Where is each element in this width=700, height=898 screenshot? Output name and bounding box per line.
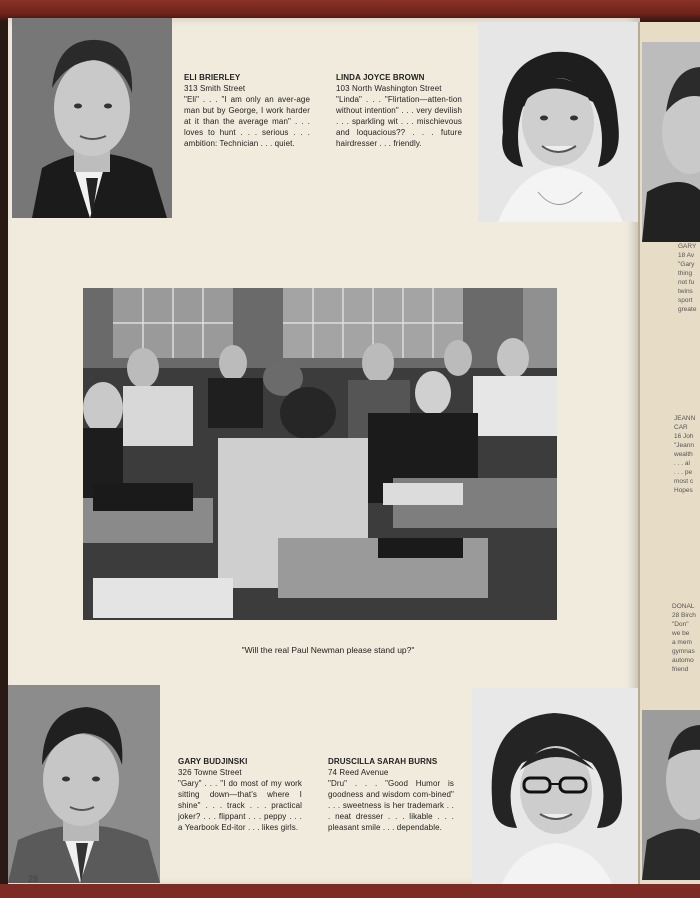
- partial-bio-3: [672, 602, 696, 674]
- student-name: GARY BUDJINSKI: [178, 757, 248, 766]
- fragment-line: most c: [674, 478, 694, 485]
- student-name: ELI BRIERLEY: [184, 73, 241, 82]
- student-bio: "Gary" . . . "I do most of my work sitting down—that's where I shine" . . . track . . . practical joker? . . . flippant . . . peppy . . . a Yearbook Ed-itor . . . likes girls.: [178, 779, 302, 832]
- fragment-line: 16 Joh: [674, 433, 694, 440]
- portrait-eli-brierley: [12, 18, 172, 218]
- partial-bio-2: [674, 414, 695, 495]
- portrait-druscilla-sarah-burns: [472, 688, 640, 884]
- fragment-line: thing: [678, 270, 693, 277]
- fragment-line: GARY: [678, 243, 697, 250]
- fragment-line: gymnas: [672, 648, 695, 655]
- student-name: LINDA JOYCE BROWN: [336, 73, 425, 82]
- fragment-line: . . . al: [674, 460, 690, 467]
- fragment-line: wealth: [674, 451, 693, 458]
- fragment-line: 28 Birch: [672, 612, 696, 619]
- adjacent-page-edge: [638, 22, 700, 884]
- fragment-line: not fu: [678, 279, 695, 286]
- fragment-line: automo: [672, 657, 694, 664]
- student-address: 313 Smith Street: [184, 84, 246, 93]
- fragment-line: 18 Av: [678, 252, 695, 259]
- bio-druscilla-sarah-burns: [328, 756, 454, 833]
- bio-linda-joyce-brown: [336, 72, 462, 149]
- photo-caption: "Will the real Paul Newman please stand up?": [241, 645, 415, 655]
- portrait-gary-budjinski: [8, 685, 160, 883]
- fragment-line: twins: [678, 288, 693, 295]
- fragment-line: we be: [672, 630, 690, 637]
- fragment-line: . . . pe: [674, 469, 693, 476]
- fragment-line: friend: [672, 666, 689, 673]
- fragment-line: DONAL: [672, 603, 695, 610]
- bio-eli-brierley: [184, 72, 310, 149]
- partial-bio-1: [678, 242, 696, 314]
- student-address: 103 North Washington Street: [336, 84, 442, 93]
- bio-gary-budjinski: [178, 756, 302, 833]
- student-address: 74 Reed Avenue: [328, 768, 389, 777]
- fragment-line: "Don": [672, 621, 689, 628]
- portrait-partial: [642, 710, 700, 880]
- fragment-line: "Jeann: [674, 442, 695, 449]
- fragment-line: "Gary: [678, 261, 695, 268]
- page-number: 28: [28, 874, 39, 884]
- portrait-linda-joyce-brown: [478, 22, 640, 222]
- student-name: DRUSCILLA SARAH BURNS: [328, 757, 438, 766]
- fragment-line: CAR: [674, 424, 688, 431]
- yearbook-page: [8, 18, 640, 886]
- student-bio: "Eli" . . . "I am only an aver-age man but by George, I work harder at it than the average man" . . . loves to hunt . . . serious . . . ambition: Technician . . . quiet.: [184, 95, 310, 148]
- student-bio: "Linda" . . . "Flirtation—atten-tion without intention" . . . very devilish . . . sparkling wit . . . mischievous and loquacious?? . . . future hairdresser . . . friendly.: [336, 95, 462, 148]
- fragment-line: Hopes: [674, 487, 693, 494]
- portrait-partial: [642, 42, 700, 242]
- book-cover-edge: [0, 884, 700, 898]
- student-bio: "Dru" . . . "Good Humor is goodness and wisdom com-bined" . . . sweetness is her trademark . . . neat dresser . . . likable . . . pleasant smile . . . dependable.: [328, 779, 454, 832]
- classroom-group-photo: [83, 288, 557, 620]
- fragment-line: a mem: [672, 639, 692, 646]
- fragment-line: sport: [678, 297, 693, 304]
- fragment-line: JEANN: [674, 415, 696, 422]
- fragment-line: greate: [678, 306, 697, 313]
- student-address: 326 Towne Street: [178, 768, 242, 777]
